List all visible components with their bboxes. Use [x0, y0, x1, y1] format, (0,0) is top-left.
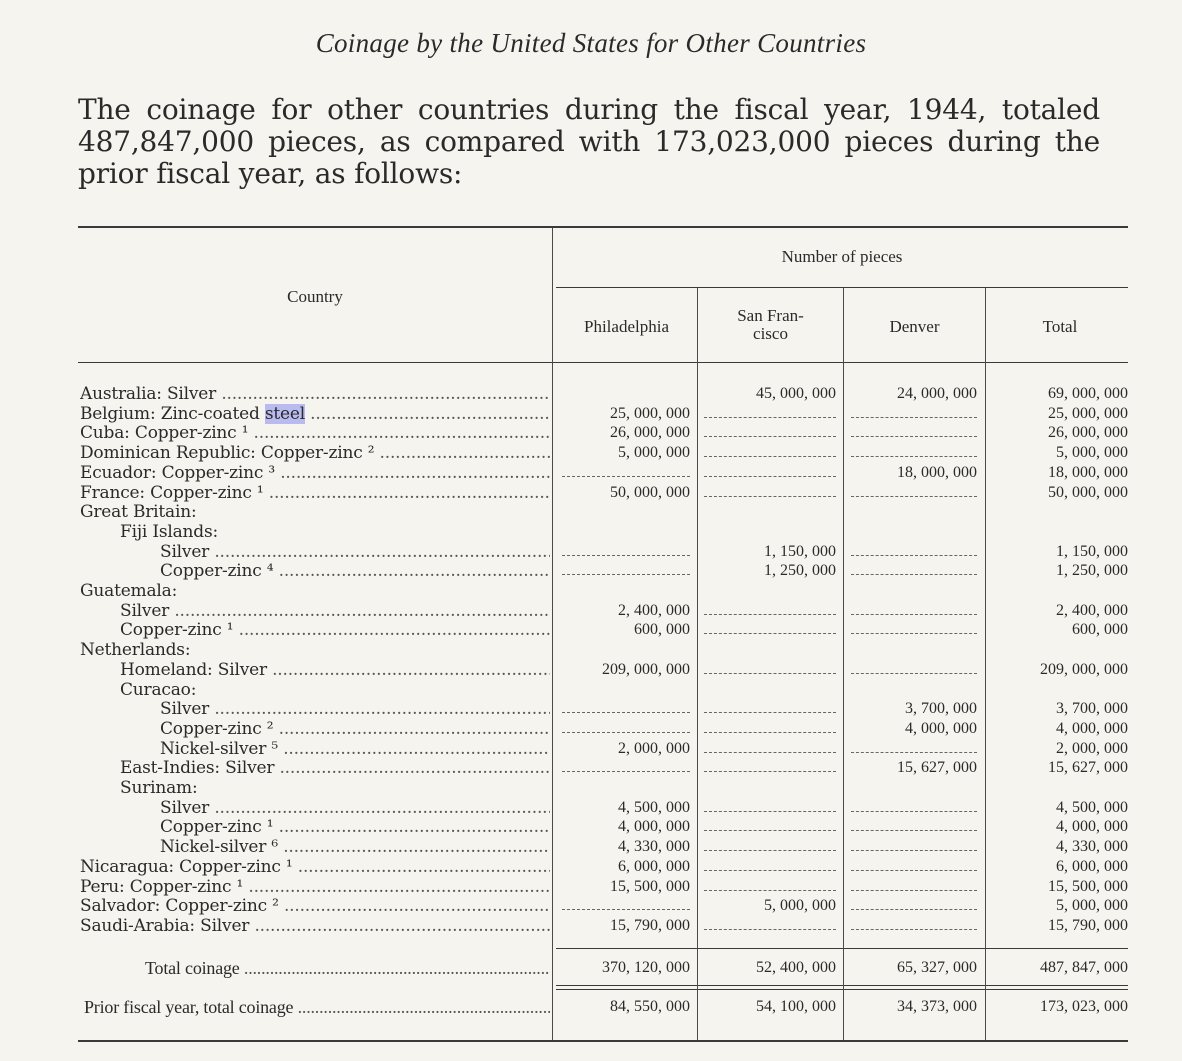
cell-denver: [845, 798, 983, 818]
cell-total: [988, 601, 1134, 621]
cell-total: [988, 423, 1134, 443]
table-row: [0, 620, 1182, 640]
cell-value: 54, 100, 000: [753, 997, 836, 1017]
cell-total: [988, 916, 1134, 936]
table-row: [0, 660, 1182, 680]
cell-total: [988, 542, 1134, 562]
table-row: [0, 443, 1182, 463]
cell-total: [988, 581, 1134, 601]
country-text: Saudi-Arabia: Silver: [80, 915, 250, 936]
country-label: [80, 896, 550, 916]
intro-paragraph: The coinage for other countries during the fiscal year, 1944, totaled 487,847,000 pieces, as compared with 173,023,000 pieces during the prior fiscal year, as follows:: [78, 93, 1100, 190]
country-text: Copper-zinc ²: [160, 718, 274, 739]
cell-philadelphia: [556, 601, 696, 621]
cell-philadelphia: [556, 837, 696, 857]
country-label: [120, 660, 550, 680]
cell-value: 24, 000, 000: [894, 384, 977, 404]
table-row: [0, 857, 1182, 877]
highlighted-text[interactable]: steel: [264, 403, 305, 424]
cell-san-francisco: [698, 837, 842, 857]
cell-denver: [845, 601, 983, 621]
cell-denver: [845, 384, 983, 404]
cell-san-francisco: [698, 542, 842, 562]
cell-value: 209, 000, 000: [599, 660, 690, 680]
country-label: [160, 739, 550, 759]
header-denver: Denver: [889, 317, 940, 336]
table-row: [0, 404, 1182, 424]
cell-value: 4, 000, 000: [1053, 719, 1128, 739]
cell-denver: [845, 877, 983, 897]
cell-denver: [845, 997, 983, 1017]
cell-value: 2, 000, 000: [1053, 739, 1128, 759]
cell-value: 26, 000, 000: [1045, 423, 1128, 443]
cell-value: 18, 000, 000: [894, 463, 977, 483]
cell-denver: [845, 443, 983, 463]
cell-denver: [845, 958, 983, 978]
cell-philadelphia: [556, 758, 696, 778]
table-row: [0, 837, 1182, 857]
cell-san-francisco: [698, 778, 842, 798]
table-row: [0, 680, 1182, 700]
cell-value: 4, 000, 000: [615, 817, 690, 837]
country-label: [80, 857, 550, 877]
section-title: Coinage by the United States for Other Countries: [315, 28, 867, 58]
header-san-francisco: [698, 307, 843, 343]
header-san-francisco-line1: San Fran-: [737, 306, 804, 325]
cell-philadelphia: [556, 680, 696, 700]
cell-denver: [845, 620, 983, 640]
cell-denver: [845, 837, 983, 857]
country-text: Silver: [160, 699, 210, 720]
country-label: [120, 620, 550, 640]
cell-san-francisco: [698, 699, 842, 719]
country-label: [80, 483, 550, 503]
header-philadelphia: Philadelphia: [584, 317, 669, 336]
header-bottom-rule: [78, 362, 1128, 363]
table-row: [0, 423, 1182, 443]
cell-total: [988, 719, 1134, 739]
cell-total: [988, 699, 1134, 719]
cell-philadelphia: [556, 896, 696, 916]
cell-san-francisco: [698, 483, 842, 503]
cell-philadelphia: [556, 581, 696, 601]
country-label: [120, 778, 550, 798]
cell-value: 15, 500, 000: [607, 877, 690, 897]
country-text: Dominican Republic: Copper-zinc ²: [80, 443, 375, 464]
cell-denver: [845, 522, 983, 542]
cell-value: 15, 790, 000: [607, 916, 690, 936]
country-label: [80, 423, 550, 443]
cell-value: 6, 000, 000: [1053, 857, 1128, 877]
cell-value: 15, 627, 000: [1045, 758, 1128, 778]
table-row: [0, 522, 1182, 542]
table-row: [0, 561, 1182, 581]
cell-value: 173, 023, 000: [1037, 997, 1128, 1017]
cell-total: [988, 384, 1134, 404]
table-row: [0, 719, 1182, 739]
country-text: Curacao:: [120, 679, 197, 700]
country-label: [160, 837, 550, 857]
cell-philadelphia: [556, 620, 696, 640]
cell-value: 50, 000, 000: [1045, 483, 1128, 503]
country-text: Australia: Silver: [80, 384, 217, 404]
country-text: Copper-zinc ¹: [120, 620, 234, 641]
cell-value: 6, 000, 000: [615, 857, 690, 877]
cell-value: 1, 250, 000: [761, 561, 836, 581]
cell-philadelphia: [556, 660, 696, 680]
cell-denver: [845, 561, 983, 581]
table-row: [0, 542, 1182, 562]
table-row: [0, 640, 1182, 660]
cell-san-francisco: [698, 798, 842, 818]
cell-denver: [845, 817, 983, 837]
cell-total: [988, 522, 1134, 542]
cell-san-francisco: [698, 680, 842, 700]
cell-value: 4, 330, 000: [615, 837, 690, 857]
cell-philadelphia: [556, 997, 696, 1017]
cell-san-francisco: [698, 463, 842, 483]
cell-denver: [845, 699, 983, 719]
table-row: [0, 778, 1182, 798]
summary-label: [84, 997, 550, 1017]
country-label: [160, 561, 550, 581]
country-label: [80, 463, 550, 483]
country-text: Nickel-silver ⁵: [160, 738, 278, 759]
table-row: [0, 699, 1182, 719]
cell-value: 25, 000, 000: [1045, 404, 1128, 424]
country-label: [120, 680, 550, 700]
cell-total: [988, 896, 1134, 916]
table-row: [0, 916, 1182, 936]
cell-san-francisco: [698, 857, 842, 877]
country-label: [160, 719, 550, 739]
country-text: France: Copper-zinc ¹: [80, 482, 264, 503]
table-row: [0, 463, 1182, 483]
cell-value: 15, 627, 000: [894, 758, 977, 778]
cell-denver: [845, 660, 983, 680]
cell-total: [988, 837, 1134, 857]
cell-san-francisco: [698, 758, 842, 778]
total-double-rule-a: [556, 985, 1128, 986]
table-row: [0, 817, 1182, 837]
cell-value: 34, 373, 000: [894, 997, 977, 1017]
cell-value: 26, 000, 000: [607, 423, 690, 443]
cell-san-francisco: [698, 581, 842, 601]
cell-san-francisco: [698, 660, 842, 680]
country-text: Guatemala:: [80, 581, 178, 601]
cell-total: [988, 502, 1134, 522]
total-coinage-row: [0, 958, 1182, 978]
cell-philadelphia: [556, 719, 696, 739]
cell-total: [988, 680, 1134, 700]
cell-value: 209, 000, 000: [1037, 660, 1128, 680]
cell-philadelphia: [556, 384, 696, 404]
table-row: [0, 384, 1182, 404]
total-double-rule-b: [556, 989, 1128, 990]
cell-total: [988, 463, 1134, 483]
cell-total: [988, 404, 1134, 424]
country-text: Copper-zinc ¹: [160, 817, 274, 838]
table-row: [0, 758, 1182, 778]
table-top-rule: [78, 226, 1128, 228]
cell-san-francisco: [698, 817, 842, 837]
cell-value: 5, 000, 000: [761, 896, 836, 916]
cell-san-francisco: [698, 719, 842, 739]
table-row: [0, 877, 1182, 897]
cell-value: 1, 150, 000: [1053, 542, 1128, 562]
cell-denver: [845, 719, 983, 739]
cell-value: 18, 000, 000: [1045, 463, 1128, 483]
cell-value: 15, 790, 000: [1045, 916, 1128, 936]
cell-value: 50, 000, 000: [607, 483, 690, 503]
cell-philadelphia: [556, 916, 696, 936]
cell-denver: [845, 502, 983, 522]
cell-value: 2, 400, 000: [1053, 601, 1128, 621]
cell-total: [988, 620, 1134, 640]
cell-total: [988, 857, 1134, 877]
cell-total: [988, 778, 1134, 798]
cell-denver: [845, 916, 983, 936]
cell-philadelphia: [556, 561, 696, 581]
cell-denver: [845, 778, 983, 798]
cell-value: 52, 400, 000: [753, 958, 836, 978]
country-text: Fiji Islands:: [120, 521, 219, 542]
cell-denver: [845, 857, 983, 877]
cell-value: 4, 000, 000: [902, 719, 977, 739]
country-text: Surinam:: [120, 778, 198, 798]
group-header-rule: [556, 287, 1128, 288]
country-text: Silver: [160, 541, 210, 562]
cell-value: 5, 000, 000: [1053, 443, 1128, 463]
cell-san-francisco: [698, 739, 842, 759]
cell-value: 370, 120, 000: [599, 958, 690, 978]
country-text: Homeland: Silver: [120, 659, 267, 680]
cell-denver: [845, 581, 983, 601]
country-label: [80, 384, 550, 404]
cell-philadelphia: [556, 640, 696, 660]
cell-value: 2, 400, 000: [615, 601, 690, 621]
cell-philadelphia: [556, 542, 696, 562]
country-text: East-Indies: Silver: [120, 758, 275, 779]
cell-denver: [845, 739, 983, 759]
header-total: Total: [1042, 317, 1078, 336]
cell-total: [988, 443, 1134, 463]
cell-philadelphia: [556, 463, 696, 483]
cell-denver: [845, 896, 983, 916]
cell-denver: [845, 463, 983, 483]
table-bottom-rule: [78, 1040, 1128, 1042]
summary-text: Prior fiscal year, total coinage: [84, 997, 294, 1017]
prior-year-row: [0, 997, 1182, 1017]
cell-philadelphia: [556, 699, 696, 719]
country-text: Great Britain:: [80, 502, 197, 523]
cell-value: 600, 000: [1069, 620, 1128, 640]
cell-san-francisco: [698, 423, 842, 443]
table-row: [0, 896, 1182, 916]
cell-value: 4, 000, 000: [1053, 817, 1128, 837]
cell-value: 2, 000, 000: [615, 739, 690, 759]
country-text: Cuba: Copper-zinc ¹: [80, 423, 249, 444]
cell-denver: [845, 640, 983, 660]
cell-san-francisco: [698, 997, 842, 1017]
cell-san-francisco: [698, 561, 842, 581]
cell-total: [988, 958, 1134, 978]
cell-total: [988, 817, 1134, 837]
country-label: [120, 522, 550, 542]
country-text: Ecuador: Copper-zinc ³: [80, 462, 276, 483]
cell-san-francisco: [698, 404, 842, 424]
cell-san-francisco: [698, 601, 842, 621]
cell-philadelphia: [556, 778, 696, 798]
cell-denver: [845, 404, 983, 424]
cell-total: [988, 798, 1134, 818]
cell-value: 4, 330, 000: [1053, 837, 1128, 857]
cell-total: [988, 739, 1134, 759]
cell-denver: [845, 542, 983, 562]
cell-denver: [845, 758, 983, 778]
cell-denver: [845, 483, 983, 503]
country-text: Salvador: Copper-zinc ²: [80, 896, 279, 917]
cell-value: 15, 500, 000: [1045, 877, 1128, 897]
cell-total: [988, 997, 1134, 1017]
country-label: [160, 817, 550, 837]
cell-philadelphia: [556, 502, 696, 522]
cell-value: 84, 550, 000: [607, 997, 690, 1017]
cell-philadelphia: [556, 404, 696, 424]
cell-value: 4, 500, 000: [615, 798, 690, 818]
cell-value: 1, 150, 000: [761, 542, 836, 562]
country-text: Silver: [120, 600, 170, 621]
country-text: Nickel-silver ⁶: [160, 837, 278, 858]
header-country: Country: [287, 287, 343, 306]
cell-san-francisco: [698, 522, 842, 542]
cell-value: 5, 000, 000: [1053, 896, 1128, 916]
cell-value: 69, 000, 000: [1045, 384, 1128, 404]
country-label: [120, 758, 550, 778]
cell-philadelphia: [556, 739, 696, 759]
cell-total: [988, 561, 1134, 581]
country-label: [160, 699, 550, 719]
cell-value: 3, 700, 000: [902, 699, 977, 719]
country-label: [80, 443, 550, 463]
country-text: Peru: Copper-zinc ¹: [80, 876, 244, 897]
cell-philadelphia: [556, 817, 696, 837]
header-number-of-pieces: Number of pieces: [781, 247, 903, 266]
cell-value: 600, 000: [631, 620, 690, 640]
cell-total: [988, 660, 1134, 680]
cell-san-francisco: [698, 916, 842, 936]
cell-san-francisco: [698, 640, 842, 660]
cell-san-francisco: [698, 443, 842, 463]
country-label: [80, 640, 550, 660]
cell-total: [988, 877, 1134, 897]
country-text: Belgium: Zinc-coated: [80, 403, 265, 424]
cell-denver: [845, 423, 983, 443]
table-row: [0, 483, 1182, 503]
table-row: [0, 581, 1182, 601]
cell-value: 3, 700, 000: [1053, 699, 1128, 719]
country-label: [80, 404, 550, 424]
cell-value: 1, 250, 000: [1053, 561, 1128, 581]
summary-label: [145, 958, 550, 978]
country-label: [80, 581, 550, 601]
header-san-francisco-line2: cisco: [753, 324, 788, 343]
country-text: Nicaragua: Copper-zinc ¹: [80, 856, 293, 877]
country-label: [120, 601, 550, 621]
country-text: Copper-zinc ⁴: [160, 561, 274, 582]
country-label: [160, 798, 550, 818]
cell-value: 25, 000, 000: [607, 404, 690, 424]
table-row: [0, 601, 1182, 621]
country-text: Netherlands:: [80, 640, 191, 661]
table-row: [0, 739, 1182, 759]
cell-philadelphia: [556, 443, 696, 463]
country-label: [160, 542, 550, 562]
cell-denver: [845, 680, 983, 700]
cell-philadelphia: [556, 857, 696, 877]
cell-value: 487, 847, 000: [1037, 958, 1128, 978]
cell-value: 45, 000, 000: [753, 384, 836, 404]
cell-san-francisco: [698, 502, 842, 522]
cell-san-francisco: [698, 384, 842, 404]
cell-philadelphia: [556, 522, 696, 542]
cell-san-francisco: [698, 877, 842, 897]
country-text: Silver: [160, 797, 210, 818]
cell-san-francisco: [698, 958, 842, 978]
cell-philadelphia: [556, 877, 696, 897]
cell-total: [988, 483, 1134, 503]
table-row: [0, 798, 1182, 818]
cell-value: 4, 500, 000: [1053, 798, 1128, 818]
cell-san-francisco: [698, 896, 842, 916]
country-label: [80, 916, 550, 936]
cell-philadelphia: [556, 798, 696, 818]
cell-san-francisco: [698, 620, 842, 640]
country-label: [80, 877, 550, 897]
country-label: [80, 502, 550, 522]
cell-value: 5, 000, 000: [615, 443, 690, 463]
table-row: [0, 502, 1182, 522]
cell-philadelphia: [556, 423, 696, 443]
cell-philadelphia: [556, 483, 696, 503]
cell-philadelphia: [556, 958, 696, 978]
cell-total: [988, 758, 1134, 778]
cell-value: 65, 327, 000: [894, 958, 977, 978]
total-top-rule: [556, 948, 1128, 949]
summary-text: Total coinage: [145, 958, 240, 978]
cell-total: [988, 640, 1134, 660]
